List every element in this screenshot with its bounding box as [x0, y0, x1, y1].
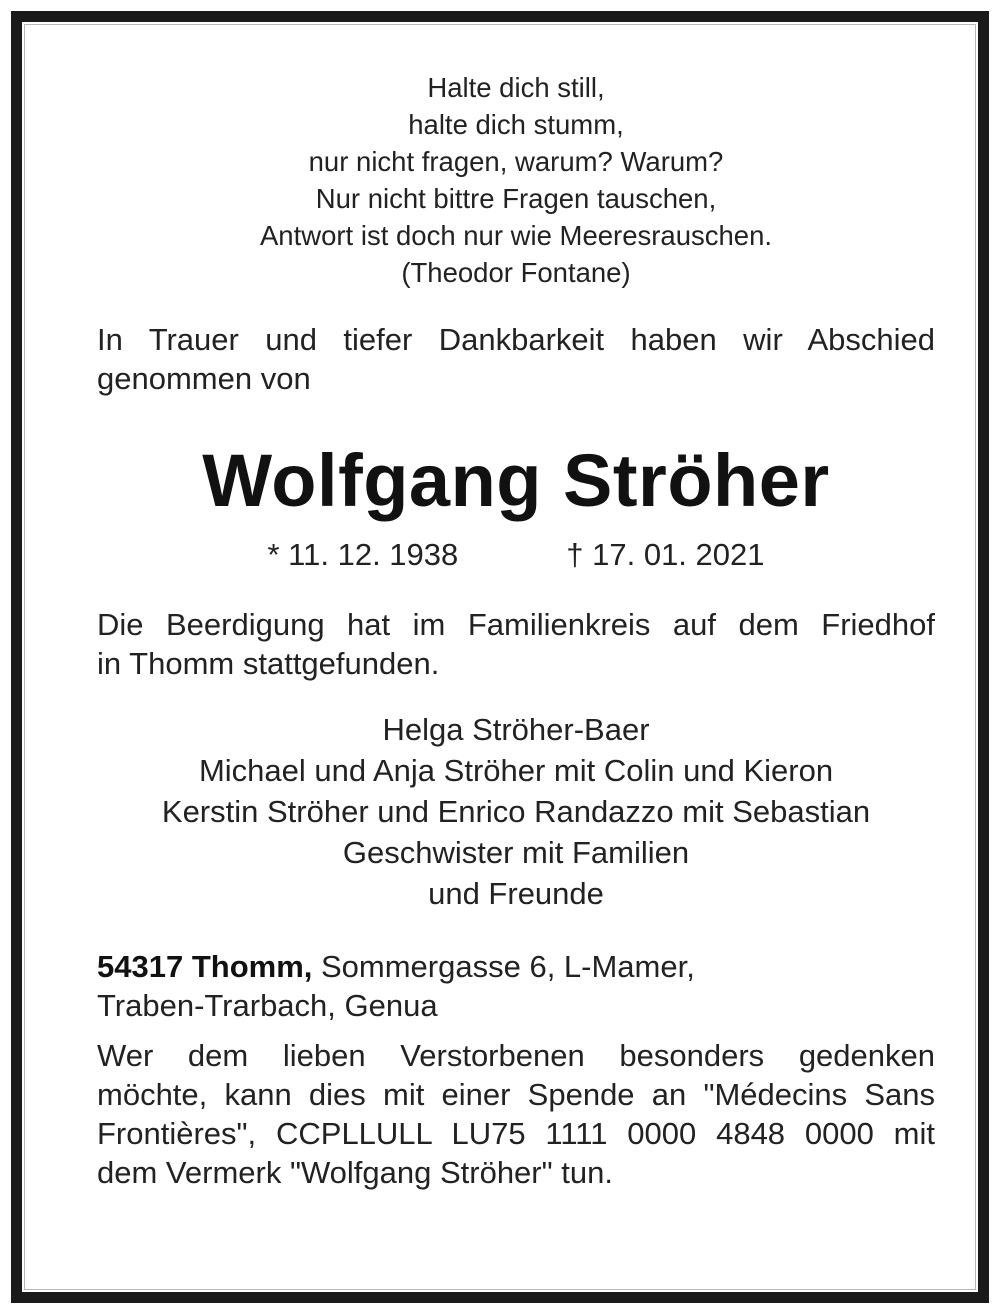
poem-line: Halte dich still,	[427, 72, 605, 103]
intro-text	[97, 320, 935, 398]
funeral-line: Die Beerdigung hat im Familienkreis auf dem Friedhof	[97, 607, 935, 642]
poem-line: nur nicht fragen, warum? Warum?	[308, 146, 724, 177]
deceased-name: Wolfgang Ströher	[202, 439, 830, 522]
donation-notice	[97, 1036, 935, 1192]
donation-line: möchte, kann dies mit einer Spende an "Médecins Sans	[97, 1077, 935, 1112]
mourner-entry: Geschwister mit Familien	[342, 835, 690, 870]
funeral-notice	[97, 605, 935, 683]
poem	[97, 69, 935, 291]
address-street: Sommergasse 6, L-Mamer,	[312, 949, 695, 984]
address-block	[97, 947, 935, 1025]
notice-frame	[11, 11, 989, 1303]
intro-line: In Trauer und tiefer Dankbarkeit haben wir Abschied	[97, 322, 935, 357]
address-line: Traben-Trarbach, Genua	[97, 988, 438, 1023]
mourner-entry: Helga Ströher-Baer	[382, 712, 650, 747]
mourner-entry: Kerstin Ströher und Enrico Randazzo mit Sebastian	[161, 794, 871, 829]
death-date: † 17. 01. 2021	[566, 537, 765, 572]
mourner-entry: Michael und Anja Ströher mit Colin und Kieron	[198, 753, 834, 788]
donation-line: Wer dem lieben Verstorbenen besonders gedenken	[97, 1038, 935, 1073]
donation-line: dem Vermerk "Wolfgang Ströher" tun.	[97, 1155, 613, 1190]
poem-line: Antwort ist doch nur wie Meeresrauschen.	[259, 220, 773, 251]
birth-date: * 11. 12. 1938	[267, 537, 459, 572]
obituary-content	[97, 69, 935, 1192]
poem-author: (Theodor Fontane)	[401, 257, 631, 288]
mourner-entry: und Freunde	[428, 876, 604, 911]
poem-line: halte dich stumm,	[408, 109, 624, 140]
address-line	[97, 947, 935, 986]
mourners-list	[97, 709, 935, 914]
intro-line: genommen von	[97, 361, 311, 396]
address-postcode-city: 54317 Thomm,	[97, 949, 313, 984]
life-dates	[97, 536, 935, 574]
donation-line: Frontières", CCPLLULL LU75 1111 0000 4848 0000 mit	[97, 1116, 935, 1151]
poem-line: Nur nicht bittre Fragen tauschen,	[315, 183, 717, 214]
funeral-line: in Thomm stattgefunden.	[97, 646, 440, 681]
